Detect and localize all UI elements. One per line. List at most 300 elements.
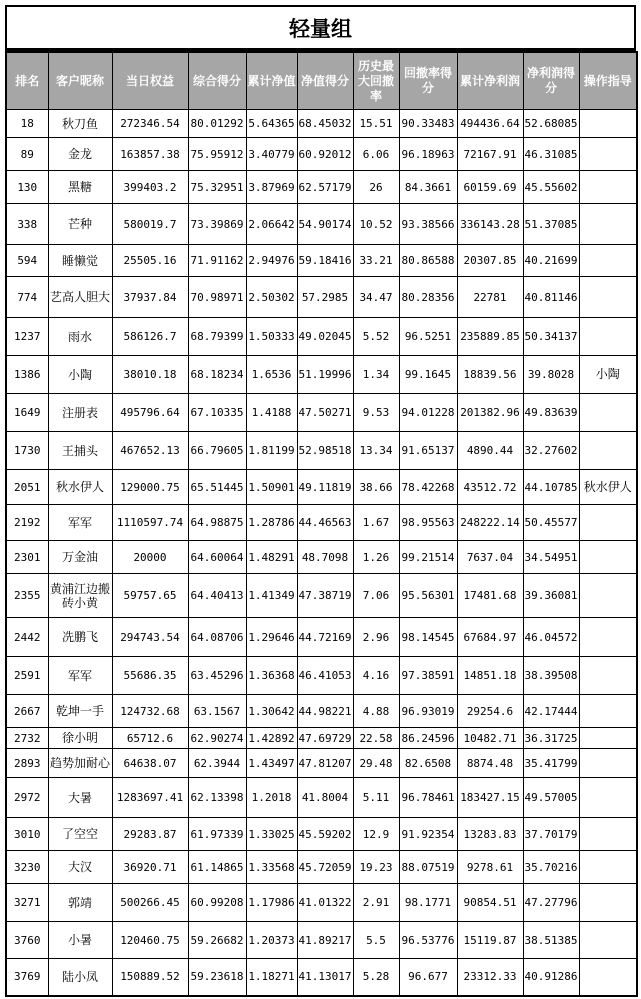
cell-net-profit: 60159.69 [457,171,523,204]
cell-net-profit: 29254.6 [457,695,523,728]
cell-total-score: 73.39869 [188,204,246,245]
cell-net-profit: 8874.48 [457,749,523,778]
cell-nav-score: 47.38719 [297,574,353,618]
cell-rank: 130 [6,171,48,204]
cell-rank: 1730 [6,432,48,470]
cell-drawdown-score: 78.42268 [399,470,457,505]
cell-guidance [579,818,637,851]
cell-rank: 3271 [6,884,48,922]
cell-nav: 1.41349 [246,574,297,618]
col-header-profit-score[interactable]: 净利润得分 [523,52,579,110]
cell-nav: 1.17986 [246,884,297,922]
cell-profit-score: 34.54951 [523,541,579,574]
cell-nickname: 徐小明 [48,728,112,749]
cell-nickname: 雨水 [48,318,112,356]
cell-nav: 1.33025 [246,818,297,851]
cell-nav: 1.33568 [246,851,297,884]
cell-equity: 38010.18 [112,356,188,394]
cell-nickname: 注册表 [48,394,112,432]
cell-guidance [579,277,637,318]
table-row[interactable] [6,749,637,778]
cell-max-drawdown: 19.23 [353,851,399,884]
cell-nav-score: 47.69729 [297,728,353,749]
cell-rank: 2192 [6,505,48,541]
cell-guidance [579,778,637,818]
cell-drawdown-score: 80.28356 [399,277,457,318]
cell-net-profit: 494436.64 [457,110,523,138]
cell-guidance [579,695,637,728]
cell-max-drawdown: 1.67 [353,505,399,541]
header-row [6,52,637,110]
cell-net-profit: 7637.04 [457,541,523,574]
cell-nickname: 乾坤一手 [48,695,112,728]
cell-net-profit: 67684.97 [457,618,523,657]
cell-rank: 2972 [6,778,48,818]
cell-equity: 64638.07 [112,749,188,778]
table-row[interactable] [6,618,637,657]
cell-guidance: 秋水伊人 [579,470,637,505]
cell-total-score: 68.18234 [188,356,246,394]
cell-total-score: 64.40413 [188,574,246,618]
cell-nickname: 黄浦江边搬砖小黄 [48,574,112,618]
cell-guidance [579,171,637,204]
col-header-nickname[interactable]: 客户昵称 [48,52,112,110]
cell-guidance [579,505,637,541]
cell-profit-score: 47.27796 [523,884,579,922]
table-row[interactable] [6,394,637,432]
cell-nav: 2.50302 [246,277,297,318]
cell-net-profit: 4890.44 [457,432,523,470]
cell-guidance [579,432,637,470]
cell-nav: 1.50333 [246,318,297,356]
cell-rank: 2893 [6,749,48,778]
cell-profit-score: 37.70179 [523,818,579,851]
cell-drawdown-score: 99.1645 [399,356,457,394]
cell-drawdown-score: 96.53776 [399,922,457,959]
cell-drawdown-score: 93.38566 [399,204,457,245]
cell-nav: 1.48291 [246,541,297,574]
cell-profit-score: 38.39508 [523,657,579,695]
cell-nav: 2.94976 [246,245,297,277]
cell-equity: 294743.54 [112,618,188,657]
cell-max-drawdown: 7.06 [353,574,399,618]
cell-drawdown-score: 86.24596 [399,728,457,749]
cell-nav: 1.30642 [246,695,297,728]
cell-drawdown-score: 91.65137 [399,432,457,470]
col-header-nav-score[interactable]: 净值得分 [297,52,353,110]
cell-nav-score: 62.57179 [297,171,353,204]
cell-net-profit: 22781 [457,277,523,318]
cell-net-profit: 18839.56 [457,356,523,394]
cell-rank: 774 [6,277,48,318]
col-header-net-profit[interactable]: 累计净利润 [457,52,523,110]
cell-equity: 1283697.41 [112,778,188,818]
table-row[interactable] [6,432,637,470]
cell-nav: 1.81199 [246,432,297,470]
cell-profit-score: 50.45577 [523,505,579,541]
cell-nav: 1.6536 [246,356,297,394]
cell-total-score: 64.60064 [188,541,246,574]
cell-net-profit: 248222.14 [457,505,523,541]
cell-rank: 594 [6,245,48,277]
ranking-sheet [5,5,636,997]
col-header-total-score[interactable]: 综合得分 [188,52,246,110]
cell-total-score: 59.26682 [188,922,246,959]
table-row[interactable] [6,470,637,505]
cell-profit-score: 32.27602 [523,432,579,470]
cell-nickname: 万金油 [48,541,112,574]
cell-equity: 586126.7 [112,318,188,356]
cell-profit-score: 46.04572 [523,618,579,657]
cell-rank: 2442 [6,618,48,657]
cell-nickname: 冼鹏飞 [48,618,112,657]
cell-nav: 1.42892 [246,728,297,749]
cell-drawdown-score: 98.95563 [399,505,457,541]
cell-net-profit: 17481.68 [457,574,523,618]
cell-nickname: 趋势加耐心 [48,749,112,778]
cell-nickname: 秋水伊人 [48,470,112,505]
cell-max-drawdown: 22.58 [353,728,399,749]
cell-nav: 1.50901 [246,470,297,505]
cell-profit-score: 39.8028 [523,356,579,394]
cell-profit-score: 49.57005 [523,778,579,818]
cell-profit-score: 40.81146 [523,277,579,318]
cell-rank: 338 [6,204,48,245]
cell-guidance [579,394,637,432]
cell-drawdown-score: 96.18963 [399,138,457,171]
cell-nav: 1.28786 [246,505,297,541]
cell-nav-score: 45.72059 [297,851,353,884]
table-row[interactable] [6,657,637,695]
cell-guidance [579,884,637,922]
cell-profit-score: 40.91286 [523,959,579,996]
table-body [6,110,637,996]
col-header-rank[interactable]: 排名 [6,52,48,110]
cell-nav-score: 41.01322 [297,884,353,922]
cell-max-drawdown: 2.96 [353,618,399,657]
cell-nav: 1.4188 [246,394,297,432]
cell-total-score: 64.98875 [188,505,246,541]
cell-net-profit: 23312.33 [457,959,523,996]
cell-max-drawdown: 5.28 [353,959,399,996]
cell-net-profit: 235889.85 [457,318,523,356]
cell-net-profit: 13283.83 [457,818,523,851]
cell-rank: 2591 [6,657,48,695]
cell-nickname: 军军 [48,657,112,695]
table-row[interactable] [6,574,637,618]
cell-nav: 1.43497 [246,749,297,778]
cell-max-drawdown: 4.16 [353,657,399,695]
cell-max-drawdown: 29.48 [353,749,399,778]
cell-equity: 37937.84 [112,277,188,318]
cell-max-drawdown: 5.52 [353,318,399,356]
cell-nav-score: 47.81207 [297,749,353,778]
cell-rank: 3230 [6,851,48,884]
table-row[interactable] [6,778,637,818]
col-header-drawdown-score[interactable]: 回撤率得分 [399,52,457,110]
cell-nickname: 军军 [48,505,112,541]
cell-nickname: 小暑 [48,922,112,959]
col-header-equity[interactable]: 当日权益 [112,52,188,110]
cell-rank: 1386 [6,356,48,394]
cell-net-profit: 90854.51 [457,884,523,922]
cell-drawdown-score: 96.78461 [399,778,457,818]
table-row[interactable] [6,541,637,574]
cell-nickname: 大汉 [48,851,112,884]
cell-guidance [579,749,637,778]
cell-total-score: 60.99208 [188,884,246,922]
table-row[interactable] [6,884,637,922]
cell-total-score: 66.79605 [188,432,246,470]
cell-profit-score: 35.70216 [523,851,579,884]
cell-profit-score: 52.68085 [523,110,579,138]
cell-guidance [579,959,637,996]
cell-max-drawdown: 10.52 [353,204,399,245]
cell-drawdown-score: 80.86588 [399,245,457,277]
cell-nav-score: 54.90174 [297,204,353,245]
cell-nav: 1.18271 [246,959,297,996]
table-row[interactable] [6,110,637,138]
cell-max-drawdown: 5.11 [353,778,399,818]
cell-max-drawdown: 1.34 [353,356,399,394]
cell-total-score: 71.91162 [188,245,246,277]
cell-guidance [579,657,637,695]
cell-drawdown-score: 98.14545 [399,618,457,657]
cell-drawdown-score: 90.33483 [399,110,457,138]
cell-nav-score: 41.89217 [297,922,353,959]
cell-max-drawdown: 34.47 [353,277,399,318]
cell-nav-score: 60.92012 [297,138,353,171]
cell-rank: 3010 [6,818,48,851]
cell-equity: 55686.35 [112,657,188,695]
cell-drawdown-score: 88.07519 [399,851,457,884]
cell-drawdown-score: 99.21514 [399,541,457,574]
cell-nickname: 了空空 [48,818,112,851]
cell-guidance [579,110,637,138]
cell-nav-score: 51.19996 [297,356,353,394]
table-row[interactable] [6,356,637,394]
cell-total-score: 62.13398 [188,778,246,818]
cell-rank: 2667 [6,695,48,728]
cell-drawdown-score: 98.1771 [399,884,457,922]
cell-total-score: 62.3944 [188,749,246,778]
cell-profit-score: 36.31725 [523,728,579,749]
cell-nickname: 王捕头 [48,432,112,470]
table-row[interactable] [6,277,637,318]
cell-equity: 150889.52 [112,959,188,996]
cell-equity: 36920.71 [112,851,188,884]
cell-profit-score: 50.34137 [523,318,579,356]
cell-nav: 1.36368 [246,657,297,695]
cell-nav-score: 68.45032 [297,110,353,138]
cell-guidance [579,574,637,618]
cell-drawdown-score: 96.5251 [399,318,457,356]
cell-nav-score: 44.98221 [297,695,353,728]
table-row[interactable] [6,695,637,728]
cell-profit-score: 46.31085 [523,138,579,171]
col-header-nav[interactable]: 累计净值 [246,52,297,110]
cell-nav: 1.2018 [246,778,297,818]
cell-nickname: 金龙 [48,138,112,171]
cell-equity: 129000.75 [112,470,188,505]
cell-equity: 500266.45 [112,884,188,922]
cell-profit-score: 49.83639 [523,394,579,432]
cell-rank: 2355 [6,574,48,618]
cell-max-drawdown: 13.34 [353,432,399,470]
cell-total-score: 62.90274 [188,728,246,749]
cell-rank: 2732 [6,728,48,749]
cell-rank: 89 [6,138,48,171]
cell-equity: 29283.87 [112,818,188,851]
cell-nickname: 陆小凤 [48,959,112,996]
cell-total-score: 68.79399 [188,318,246,356]
table-row[interactable] [6,922,637,959]
cell-equity: 120460.75 [112,922,188,959]
table-row[interactable] [6,505,637,541]
table-row[interactable] [6,959,637,996]
cell-max-drawdown: 38.66 [353,470,399,505]
cell-profit-score: 42.17444 [523,695,579,728]
cell-total-score: 63.1567 [188,695,246,728]
cell-total-score: 65.51445 [188,470,246,505]
cell-nickname: 大暑 [48,778,112,818]
cell-nav: 1.29646 [246,618,297,657]
cell-nav-score: 47.50271 [297,394,353,432]
cell-guidance [579,541,637,574]
cell-guidance: 小陶 [579,356,637,394]
cell-guidance [579,851,637,884]
cell-drawdown-score: 95.56301 [399,574,457,618]
cell-total-score: 70.98971 [188,277,246,318]
cell-max-drawdown: 5.5 [353,922,399,959]
cell-drawdown-score: 82.6508 [399,749,457,778]
cell-equity: 25505.16 [112,245,188,277]
cell-profit-score: 39.36081 [523,574,579,618]
cell-net-profit: 14851.18 [457,657,523,695]
cell-equity: 495796.64 [112,394,188,432]
cell-profit-score: 45.55602 [523,171,579,204]
cell-total-score: 67.10335 [188,394,246,432]
cell-guidance [579,922,637,959]
cell-rank: 3760 [6,922,48,959]
cell-nickname: 芒种 [48,204,112,245]
cell-nav: 3.40779 [246,138,297,171]
cell-max-drawdown: 1.26 [353,541,399,574]
cell-nickname: 秋刀鱼 [48,110,112,138]
cell-total-score: 59.23618 [188,959,246,996]
cell-nav: 2.06642 [246,204,297,245]
cell-nav-score: 49.02045 [297,318,353,356]
cell-nav-score: 44.46563 [297,505,353,541]
cell-rank: 2051 [6,470,48,505]
cell-profit-score: 38.51385 [523,922,579,959]
cell-profit-score: 40.21699 [523,245,579,277]
cell-rank: 1649 [6,394,48,432]
cell-guidance [579,728,637,749]
cell-net-profit: 201382.96 [457,394,523,432]
cell-total-score: 75.95912 [188,138,246,171]
cell-drawdown-score: 96.93019 [399,695,457,728]
table-row[interactable] [6,818,637,851]
col-header-guidance[interactable]: 操作指导 [579,52,637,110]
cell-drawdown-score: 84.3661 [399,171,457,204]
cell-equity: 163857.38 [112,138,188,171]
cell-equity: 399403.2 [112,171,188,204]
cell-equity: 124732.68 [112,695,188,728]
cell-net-profit: 336143.28 [457,204,523,245]
cell-equity: 1110597.74 [112,505,188,541]
cell-nav-score: 45.59202 [297,818,353,851]
table-row[interactable] [6,245,637,277]
cell-net-profit: 15119.87 [457,922,523,959]
cell-max-drawdown: 4.88 [353,695,399,728]
cell-nav-score: 59.18416 [297,245,353,277]
cell-nickname: 黑糖 [48,171,112,204]
cell-nav-score: 41.8004 [297,778,353,818]
cell-guidance [579,204,637,245]
cell-nav-score: 48.7098 [297,541,353,574]
cell-nickname: 睡懒觉 [48,245,112,277]
cell-total-score: 75.32951 [188,171,246,204]
cell-rank: 2301 [6,541,48,574]
cell-equity: 272346.54 [112,110,188,138]
cell-max-drawdown: 33.21 [353,245,399,277]
cell-equity: 20000 [112,541,188,574]
cell-net-profit: 183427.15 [457,778,523,818]
cell-drawdown-score: 91.92354 [399,818,457,851]
ranking-table [5,51,638,997]
cell-nav-score: 46.41053 [297,657,353,695]
cell-profit-score: 51.37085 [523,204,579,245]
cell-net-profit: 72167.91 [457,138,523,171]
table-row[interactable] [6,204,637,245]
cell-equity: 59757.65 [112,574,188,618]
table-row[interactable] [6,318,637,356]
cell-guidance [579,245,637,277]
cell-max-drawdown: 6.06 [353,138,399,171]
table-row[interactable] [6,728,637,749]
cell-total-score: 61.14865 [188,851,246,884]
table-row[interactable] [6,851,637,884]
cell-nickname: 郭靖 [48,884,112,922]
cell-nav: 1.20373 [246,922,297,959]
cell-total-score: 63.45296 [188,657,246,695]
cell-nav-score: 57.2985 [297,277,353,318]
cell-equity: 580019.7 [112,204,188,245]
col-header-max-drawdown[interactable]: 历史最大回撤率 [353,52,399,110]
cell-total-score: 64.08706 [188,618,246,657]
cell-net-profit: 9278.61 [457,851,523,884]
cell-nav-score: 49.11819 [297,470,353,505]
cell-net-profit: 43512.72 [457,470,523,505]
cell-drawdown-score: 96.677 [399,959,457,996]
cell-nav-score: 41.13017 [297,959,353,996]
cell-max-drawdown: 9.53 [353,394,399,432]
cell-max-drawdown: 12.9 [353,818,399,851]
cell-nickname: 小陶 [48,356,112,394]
cell-equity: 467652.13 [112,432,188,470]
cell-net-profit: 20307.85 [457,245,523,277]
cell-guidance [579,318,637,356]
cell-guidance [579,618,637,657]
cell-nav: 3.87969 [246,171,297,204]
cell-profit-score: 44.10785 [523,470,579,505]
cell-max-drawdown: 2.91 [353,884,399,922]
cell-profit-score: 35.41799 [523,749,579,778]
cell-total-score: 80.01292 [188,110,246,138]
table-row[interactable] [6,138,637,171]
table-row[interactable] [6,171,637,204]
